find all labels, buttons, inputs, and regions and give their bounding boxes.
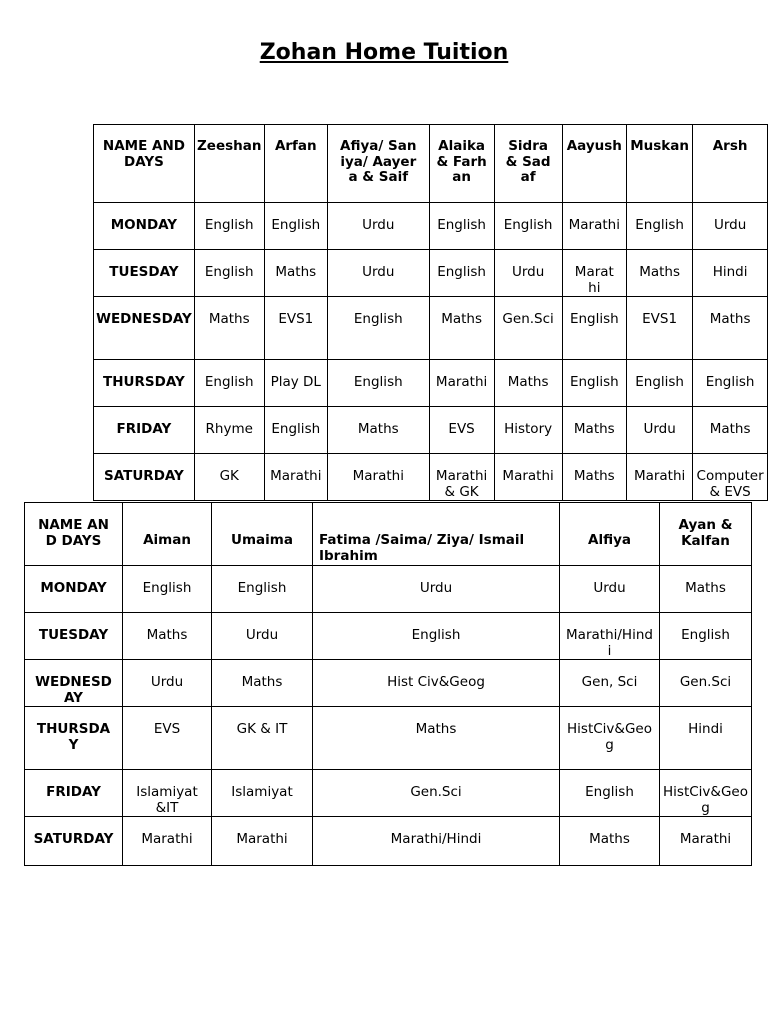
day-cell: FRIDAY [94, 407, 195, 454]
table-cell: Marathi [627, 454, 693, 501]
table-cell: Gen.Sci [313, 770, 560, 817]
table-cell: English [429, 250, 494, 297]
table-cell: EVS [429, 407, 494, 454]
header-cell: Muskan [627, 125, 693, 203]
day-cell: MONDAY [94, 203, 195, 250]
page-title: Zohan Home Tuition [259, 40, 509, 65]
table-cell: English [313, 613, 560, 660]
timetable-1 [93, 124, 768, 501]
table-cell: EVS1 [627, 297, 693, 360]
table-cell: Urdu [327, 250, 429, 297]
day-cell: TUESDAY [25, 613, 123, 660]
header-cell: Alaika & Farhan [429, 125, 494, 203]
table-cell: English [494, 203, 562, 250]
table-row [94, 454, 768, 501]
table-cell: Marathi [212, 817, 313, 866]
day-cell: THURSDAY [25, 707, 123, 770]
table-cell: Maths [693, 407, 768, 454]
table-cell: Maths [562, 407, 626, 454]
day-cell: THURSDAY [94, 360, 195, 407]
table-cell: Marathi [264, 454, 327, 501]
table-cell: English [327, 360, 429, 407]
table-cell: HistCiv&Geog [560, 707, 660, 770]
table-cell: Urdu [212, 613, 313, 660]
table-cell: Marathi [123, 817, 212, 866]
table-cell: English [627, 203, 693, 250]
table-cell: Urdu [560, 566, 660, 613]
table-row [25, 817, 752, 866]
table-cell: Maths [429, 297, 494, 360]
table-cell: Hist Civ&Geog [313, 660, 560, 707]
header-cell: NAME AND DAYS [94, 125, 195, 203]
day-cell: MONDAY [25, 566, 123, 613]
table-cell: English [123, 566, 212, 613]
table-cell: English [693, 360, 768, 407]
header-cell: Aayush [562, 125, 626, 203]
table-cell: English [660, 613, 752, 660]
table-cell: English [194, 203, 264, 250]
table-cell: Computer & EVS [693, 454, 768, 501]
table-row [94, 360, 768, 407]
table-cell: English [627, 360, 693, 407]
table-cell: English [264, 203, 327, 250]
table-cell: Maths [627, 250, 693, 297]
table-cell: Gen, Sci [560, 660, 660, 707]
table1-clip [0, 0, 768, 502]
table-cell: Urdu [123, 660, 212, 707]
header-cell: Arsh [693, 125, 768, 203]
table-cell: Maths [264, 250, 327, 297]
table-cell: EVS1 [264, 297, 327, 360]
table-cell: Islamiyat &IT [123, 770, 212, 817]
table-cell: Rhyme [194, 407, 264, 454]
table-cell: Maths [313, 707, 560, 770]
day-cell: SATURDAY [25, 817, 123, 866]
table-cell: Maths [123, 613, 212, 660]
table-cell: English [560, 770, 660, 817]
table-cell: English [212, 566, 313, 613]
table-cell: Marathi [494, 454, 562, 501]
day-cell: WEDNESDAY [94, 297, 195, 360]
table-row [94, 297, 768, 360]
table-cell: Marathi/Hindi [560, 613, 660, 660]
table-cell: Marathi [429, 360, 494, 407]
table-row [25, 566, 752, 613]
header-row [25, 503, 752, 566]
table-cell: Maths [212, 660, 313, 707]
table-cell: Maths [693, 297, 768, 360]
table-cell: Marathi & GK [429, 454, 494, 501]
table-cell: English [194, 360, 264, 407]
table-cell: Marathi [660, 817, 752, 866]
table-row [94, 203, 768, 250]
header-cell: Ayan & Kalfan [660, 503, 752, 566]
table-cell: Urdu [627, 407, 693, 454]
table-row [25, 707, 752, 770]
table-cell: Marathi [562, 203, 626, 250]
header-cell: Umaima [212, 503, 313, 566]
table-cell: Maths [194, 297, 264, 360]
table-cell: English [327, 297, 429, 360]
header-cell: Afiya/ Saniya/ Aayera & Saif [327, 125, 429, 203]
table-cell: Gen.Sci [660, 660, 752, 707]
table-cell: GK [194, 454, 264, 501]
table-cell: English [562, 360, 626, 407]
table-cell: Maths [560, 817, 660, 866]
header-cell: Zeeshan [194, 125, 264, 203]
table-cell: English [264, 407, 327, 454]
table-cell: Urdu [327, 203, 429, 250]
table-cell: Marathi [327, 454, 429, 501]
table-row [25, 613, 752, 660]
day-cell: FRIDAY [25, 770, 123, 817]
table-cell: Urdu [494, 250, 562, 297]
table-cell: Maths [327, 407, 429, 454]
timetable-2 [24, 502, 752, 866]
table-cell: Maths [494, 360, 562, 407]
header-cell: Arfan [264, 125, 327, 203]
table-cell: English [194, 250, 264, 297]
header-row [94, 125, 768, 203]
table-cell: GK & IT [212, 707, 313, 770]
table-cell: Hindi [660, 707, 752, 770]
table-cell: Gen.Sci [494, 297, 562, 360]
table-cell: HistCiv&Geog [660, 770, 752, 817]
day-cell: WEDNESDAY [25, 660, 123, 707]
table-cell: Marathi [562, 250, 626, 297]
table-cell: Urdu [693, 203, 768, 250]
table-cell: History [494, 407, 562, 454]
table-cell: English [429, 203, 494, 250]
table-row [94, 407, 768, 454]
table-cell: Marathi/Hindi [313, 817, 560, 866]
table-cell: Urdu [313, 566, 560, 613]
table-row [94, 250, 768, 297]
header-cell: Sidra & Sadaf [494, 125, 562, 203]
table-row [25, 770, 752, 817]
table-cell: English [562, 297, 626, 360]
header-cell: NAME AND DAYS [25, 503, 123, 566]
day-cell: TUESDAY [94, 250, 195, 297]
table-row [25, 660, 752, 707]
table-cell: Maths [562, 454, 626, 501]
table-cell: Maths [660, 566, 752, 613]
day-cell: SATURDAY [94, 454, 195, 501]
table-cell: Hindi [693, 250, 768, 297]
table-cell: Play DL [264, 360, 327, 407]
header-cell: Aiman [123, 503, 212, 566]
header-cell: Alfiya [560, 503, 660, 566]
header-cell: Fatima /Saima/ Ziya/ Ismail Ibrahim [313, 503, 560, 566]
table-cell: Islamiyat [212, 770, 313, 817]
table-cell: EVS [123, 707, 212, 770]
